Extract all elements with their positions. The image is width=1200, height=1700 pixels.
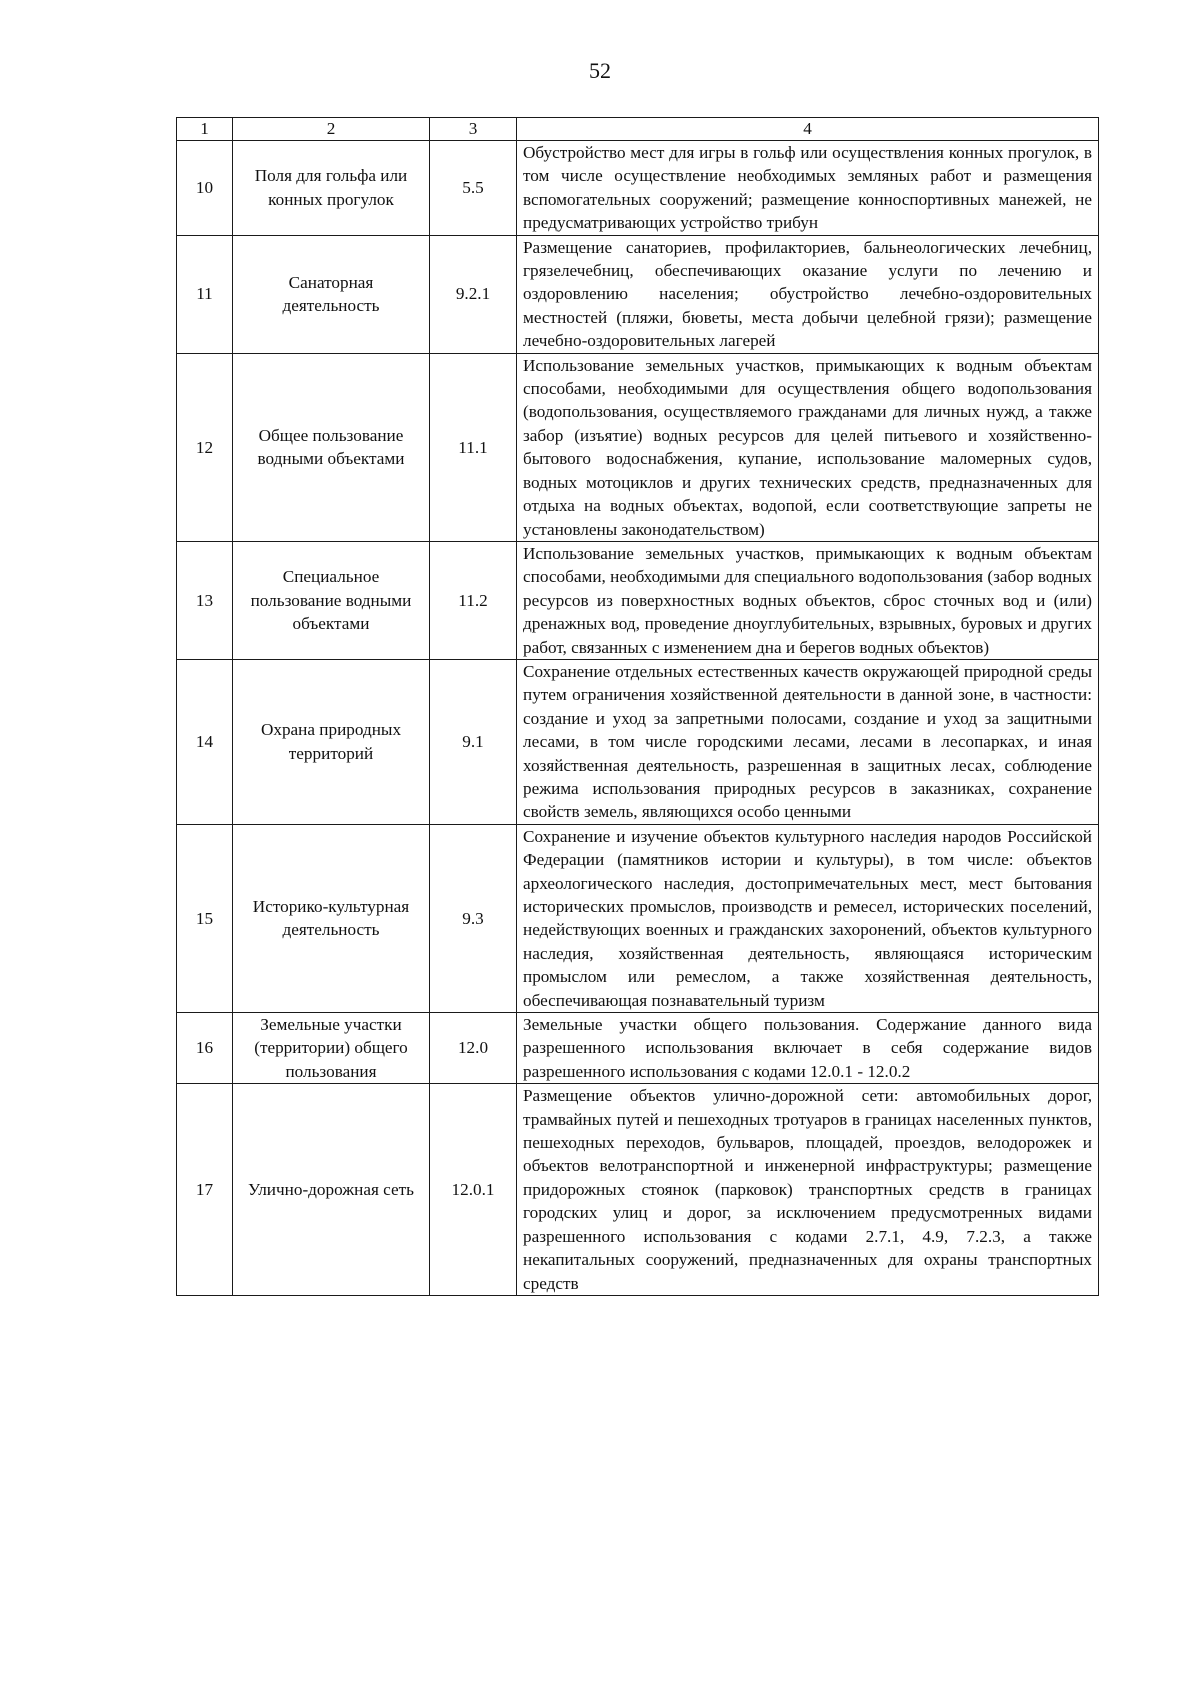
page-number: 52 [589, 58, 611, 83]
table-row [177, 824, 1099, 1012]
use-description: Сохранение отдельных естественных качеств окружающей природной среды путем ограничения хозяйственной деятельности в данной зоне, в частности: создание и уход за запретными полосами, создание и уход за защитными лесами, в том числе городскими лесами, лесами в лесопарках, и иная хозяйственная деятельность, разрешенная в защитных лесах, соблюдение режима использования природных ресурсов в заказниках, сохранение свойств земель, являющихся особо ценными [517, 659, 1099, 824]
use-code: 11.2 [430, 541, 517, 659]
table-row [177, 1013, 1099, 1084]
column-header-4: 4 [517, 118, 1099, 141]
row-number: 11 [177, 235, 233, 353]
use-description: Использование земельных участков, примыкающих к водным объектам способами, необходимыми для осуществления общего водопользования (водопользования, осуществляемого гражданами для личных нужд, а также забор (изъятие) водных ресурсов для целей питьевого и хозяйственно-бытового водоснабжения, купание, использование маломерных судов, водных мотоциклов и других технических средств, предназначенных для отдыха на водных объектах, водопой, если соответствующие запреты не установлены законодательством) [517, 353, 1099, 541]
use-description: Использование земельных участков, примыкающих к водным объектам способами, необходимыми для специального водопользования (забор водных ресурсов из поверхностных водных объектов, сброс сточных вод и (или) дренажных вод, проведение дноуглубительных, взрывных, буровых и других работ, связанных с изменением дна и берегов водных объектов) [517, 541, 1099, 659]
row-number: 16 [177, 1013, 233, 1084]
use-name: Охрана природных территорий [233, 659, 430, 824]
row-number: 12 [177, 353, 233, 541]
use-code: 5.5 [430, 141, 517, 236]
table-row [177, 353, 1099, 541]
use-name: Поля для гольфа или конных прогулок [233, 141, 430, 236]
use-description: Размещение объектов улично-дорожной сети: автомобильных дорог, трамвайных путей и пешеходных тротуаров в границах населенных пунктов, пешеходных переходов, бульваров, площадей, проездов, велодорожек и объектов велотранспортной и инженерной инфраструктуры; размещение придорожных стоянок (парковок) транспортных средств в границах городских улиц и дорог, за исключением предусмотренных видами разрешенного использования с кодами 2.7.1, 4.9, 7.2.3, а также некапитальных сооружений, предназначенных для охраны транспортных средств [517, 1084, 1099, 1296]
row-number: 17 [177, 1084, 233, 1296]
column-header-2: 2 [233, 118, 430, 141]
use-name: Санаторная деятельность [233, 235, 430, 353]
table-row [177, 541, 1099, 659]
column-header-1: 1 [177, 118, 233, 141]
row-number: 15 [177, 824, 233, 1012]
row-number: 10 [177, 141, 233, 236]
use-description: Размещение санаториев, профилакториев, бальнеологических лечебниц, грязелечебниц, обеспечивающих оказание услуги по лечению и оздоровлению населения; обустройство лечебно-оздоровительных местностей (пляжи, бюветы, места добычи целебной грязи); размещение лечебно-оздоровительных лагерей [517, 235, 1099, 353]
table-row [177, 1084, 1099, 1296]
permitted-use-table [176, 117, 1099, 1296]
use-name: Улично-дорожная сеть [233, 1084, 430, 1296]
use-name: Земельные участки (территории) общего пользования [233, 1013, 430, 1084]
use-code: 9.1 [430, 659, 517, 824]
table-row [177, 141, 1099, 236]
use-code: 9.2.1 [430, 235, 517, 353]
use-description: Земельные участки общего пользования. Содержание данного вида разрешенного использования включает в себя содержание видов разрешенного использования с кодами 12.0.1 - 12.0.2 [517, 1013, 1099, 1084]
use-description: Обустройство мест для игры в гольф или осуществления конных прогулок, в том числе осуществление необходимых земляных работ и размещения вспомогательных сооружений; размещение конноспортивных манежей, не предусматривающих устройство трибун [517, 141, 1099, 236]
use-code: 11.1 [430, 353, 517, 541]
use-code: 9.3 [430, 824, 517, 1012]
use-code: 12.0 [430, 1013, 517, 1084]
table-row [177, 235, 1099, 353]
row-number: 14 [177, 659, 233, 824]
table-row [177, 659, 1099, 824]
use-name: Историко-культурная деятельность [233, 824, 430, 1012]
use-name: Специальное пользование водными объектами [233, 541, 430, 659]
use-description: Сохранение и изучение объектов культурного наследия народов Российской Федерации (памятников истории и культуры), в том числе: объектов археологического наследия, достопримечательных мест, мест бытования исторических промыслов, производств и ремесел, исторических поселений, недействующих военных и гражданских захоронений, объектов культурного наследия, хозяйственная деятельность, являющаяся историческим промыслом или ремеслом, а также хозяйственная деятельность, обеспечивающая познавательный туризм [517, 824, 1099, 1012]
use-code: 12.0.1 [430, 1084, 517, 1296]
use-name: Общее пользование водными объектами [233, 353, 430, 541]
column-header-3: 3 [430, 118, 517, 141]
row-number: 13 [177, 541, 233, 659]
table-header-row [177, 118, 1099, 141]
